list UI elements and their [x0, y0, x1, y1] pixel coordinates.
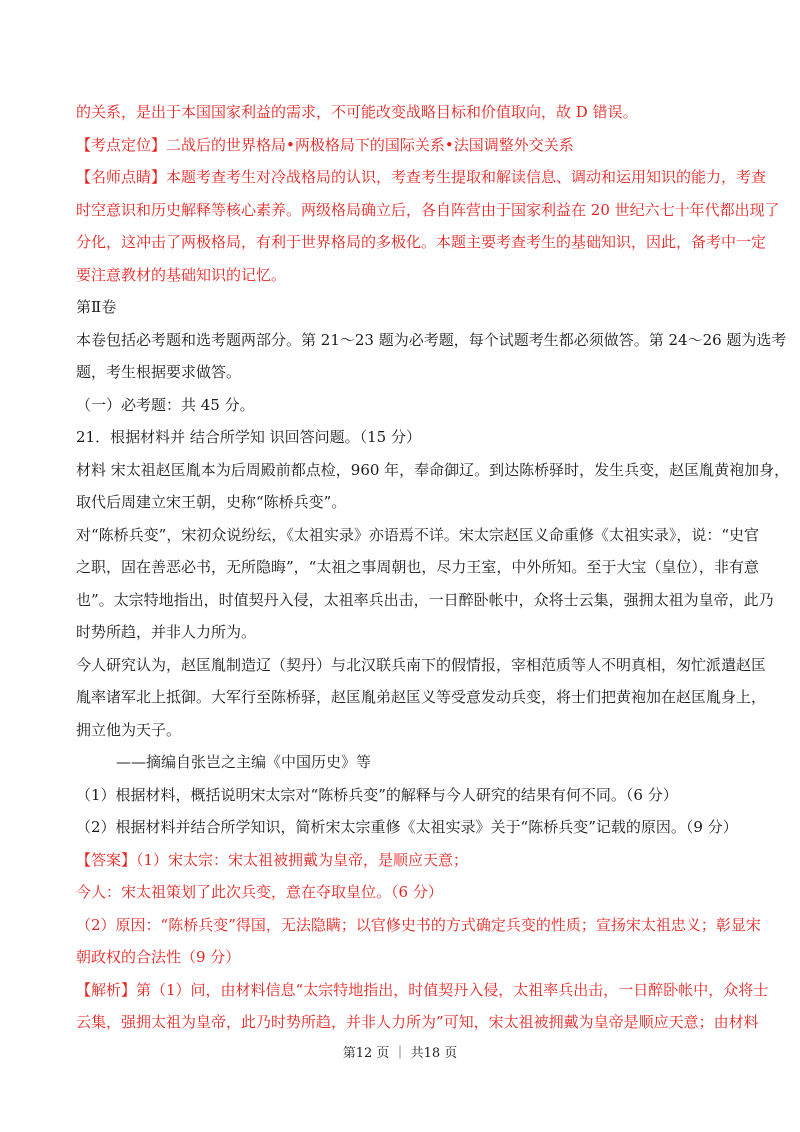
teacher-comment-line-3: 分化，这冲击了两极格局，有利于世界格局的多极化。本题主要考查考生的基础知识，因此，备考中一定	[76, 233, 767, 251]
teacher-comment-line-1: 【名师点睛】本题考查考生对冷战格局的认识，考查考生提取和解读信息、调动和运用知识的能力，考查	[76, 168, 767, 186]
sub-question-2: （2）根据材料并结合所学知识，简析宋太宗重修《太祖实录》关于“陈桥兵变”记载的原因。（9 分）	[76, 818, 738, 836]
material-line-2: 取代后周建立宋王朝，史称“陈桥兵变”。	[76, 493, 347, 511]
material-line-4: 之职，固在善恶必书，无所隐晦”，“太祖之事周朝也，尽力王室，中外所知。至于大宝（皇位），非有意	[76, 558, 759, 576]
answer-line-3: （2）原因：“陈桥兵变”得国，无法隐瞒；以官修史书的方式确定兵变的性质；宣扬宋太祖忠义；彰显宋	[76, 916, 761, 934]
answer-line-2: 今人：宋太祖策划了此次兵变，意在夺取皇位。（6 分）	[76, 883, 443, 901]
sub-question-1: （1）根据材料，概括说明宋太宗对“陈桥兵变”的解释与今人研究的结果有何不同。（6 分）	[76, 786, 678, 804]
page-footer: 第12 页 ｜ 共18 页	[342, 1046, 458, 1061]
question-21-prompt: 21．根据材料并 结合所学知 识回答问题。（15 分）	[76, 428, 421, 446]
analysis-conclusion-line: 的关系，是出于本国国家利益的需求，不可能改变战略目标和价值取向，故 D 错误。	[76, 103, 638, 121]
answer-line-1: 【答案】（1）宋太宗：宋太祖被拥戴为皇帝，是顺应天意；	[76, 851, 469, 869]
required-questions-heading: （一）必考题：共 45 分。	[76, 396, 255, 414]
answer-line-4: 朝政权的合法性（9 分）	[76, 948, 241, 966]
volume-instructions-line-2: 题，考生根据要求做答。	[76, 363, 242, 381]
key-point-location: 【考点定位】二战后的世界格局•两极格局下的国际关系•法国调整外交关系	[76, 136, 574, 154]
material-line-7: 今人研究认为，赵匡胤制造辽（契丹）与北汉联兵南下的假情报，宰相范质等人不明真相，匆忙派遣赵匡	[76, 656, 767, 674]
material-line-1: 材料 宋太祖赵匡胤本为后周殿前都点检，960 年，奉命御辽。到达陈桥驿时，发生兵变，赵匡胤黄袍加身，	[76, 461, 790, 479]
material-line-9: 拥立他为天子。	[76, 721, 182, 739]
teacher-comment-line-2: 时空意识和历史解释等核心素养。两级格局确立后，各自阵营由于国家利益在 20 世纪六七十年代都出现了	[76, 201, 780, 219]
analysis-line-2: 云集，强拥太祖为皇帝，此乃时势所趋，并非人力所为”可知，宋太祖被拥戴为皇帝是顺应天意；由材料	[76, 1013, 759, 1031]
material-line-3: 对“陈桥兵变”，宋初众说纷纭，《太祖实录》亦语焉不详。宋太宗赵匡义命重修《太祖实录》，说：“史官	[76, 526, 760, 544]
analysis-line-1: 【解析】第（1）问，由材料信息“太宗特地指出，时值契丹入侵，太祖率兵出击，一日醉卧帐中，众将士	[76, 981, 769, 999]
material-source: ——摘编自张岂之主编《中国历史》等	[116, 753, 372, 771]
section-title-volume-2: 第Ⅱ卷	[76, 298, 117, 316]
material-line-6: 时势所趋，并非人力所为。	[76, 623, 257, 641]
material-line-8: 胤率诸军北上抵御。大军行至陈桥驿，赵匡胤弟赵匡义等受意发动兵变，将士们把黄袍加在赵匡胤身上，	[76, 688, 767, 706]
volume-instructions-line-1: 本卷包括必考题和选考题两部分。第 21～23 题为必考题，每个试题考生都必须做答。第 24～26 题为选考	[76, 331, 787, 349]
material-line-5: 也”。太宗特地指出，时值契丹入侵，太祖率兵出击，一日醉卧帐中，众将士云集，强拥太祖为皇帝，此乃	[76, 591, 774, 609]
teacher-comment-line-4: 要注意教材的基础知识的记忆。	[76, 266, 287, 284]
